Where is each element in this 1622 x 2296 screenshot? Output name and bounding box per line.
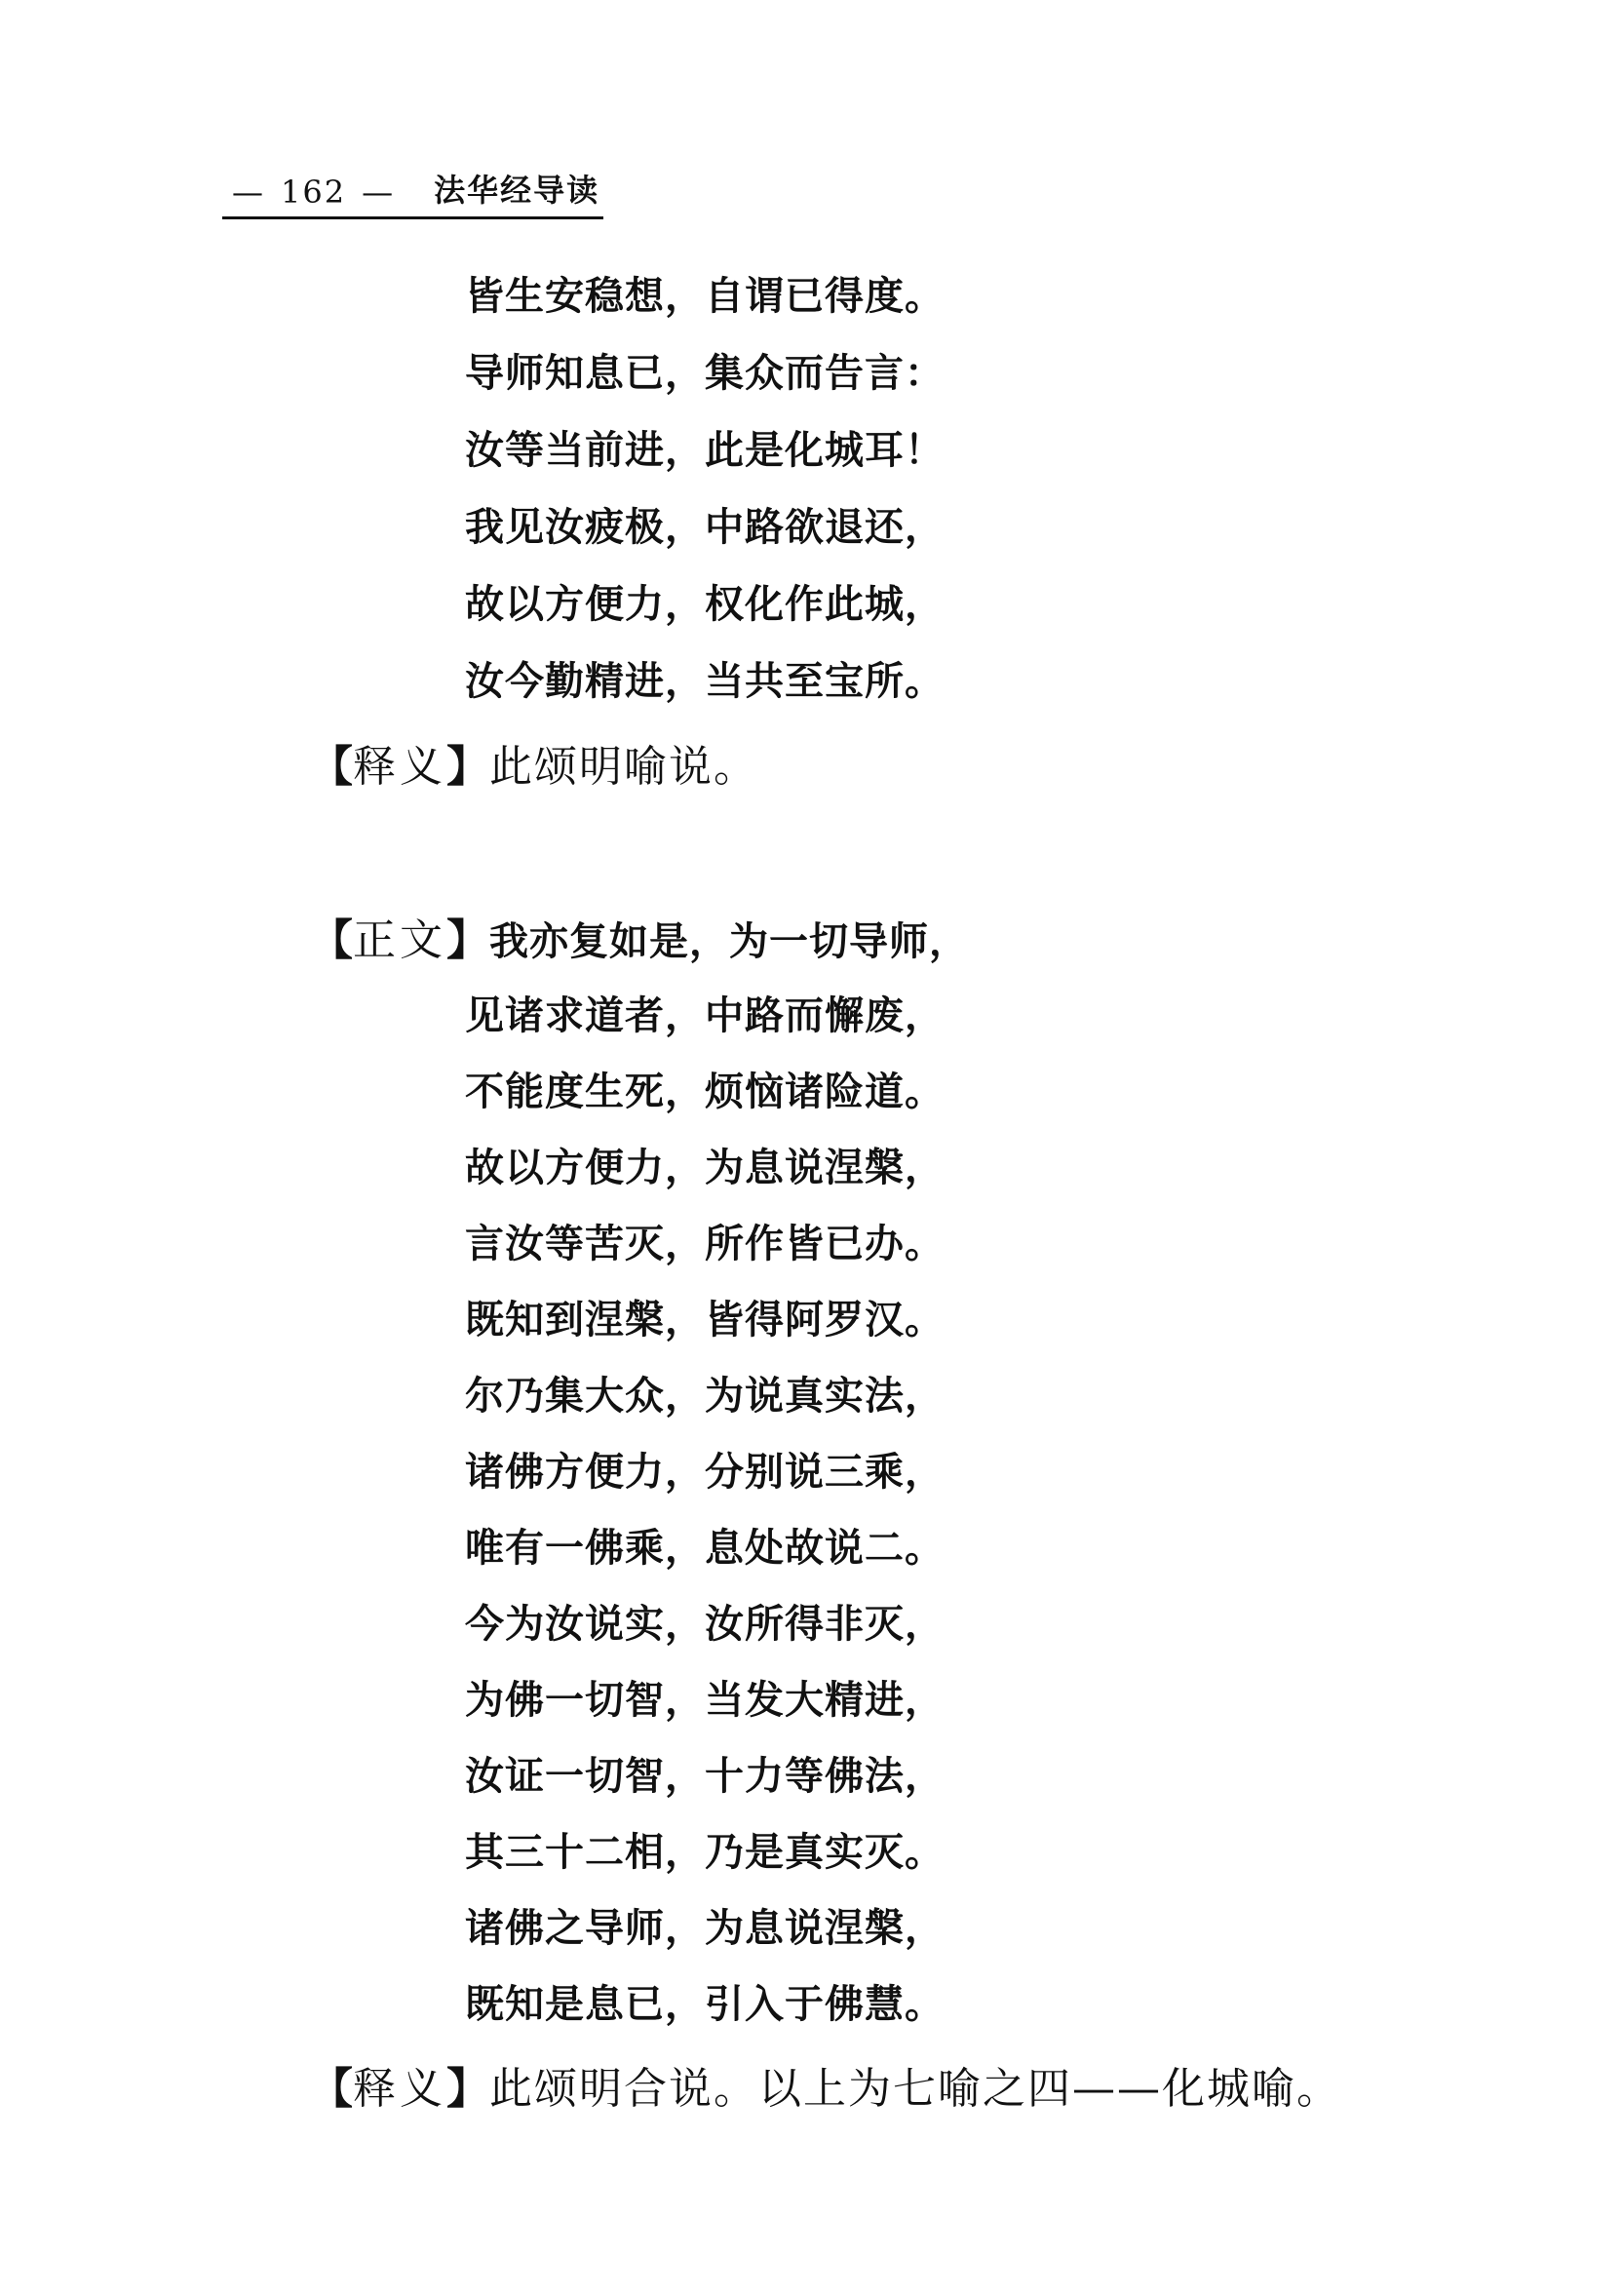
bracket-right: 】: [446, 915, 489, 965]
explanation-text: 此颂明合说。以上为七喻之四——化城喻。: [489, 2064, 1341, 2114]
verse-line: 既知是息已，引入于佛慧。: [465, 1982, 945, 2027]
bracket-left: 【: [310, 915, 353, 965]
verse-line: 诸佛之导师，为息说涅槃，: [465, 1906, 945, 1951]
explanation-paragraph: [310, 731, 758, 794]
verse-line: 汝证一切智，十力等佛法，: [465, 1754, 945, 1799]
verse-line: 我亦复如是，为一切导师，: [489, 919, 969, 964]
verse-line: 汝等当前进，此是化城耳！: [465, 428, 945, 473]
verse-line: 汝今勤精进，当共至宝所。: [465, 659, 945, 704]
explanation-label: 释义: [353, 742, 446, 792]
bracket-right: 】: [446, 2064, 489, 2114]
header-dash-right: —: [362, 174, 396, 211]
bracket-left: 【: [310, 742, 353, 792]
explanation-text: 此颂明喻说。: [489, 742, 758, 792]
bracket-left: 【: [310, 2064, 353, 2114]
main-text-paragraph: [310, 905, 969, 967]
verse-line: 唯有一佛乘，息处故说二。: [465, 1526, 945, 1571]
verse-line: 见诸求道者，中路而懈废，: [465, 993, 945, 1038]
verse-line: 今为汝说实，汝所得非灭，: [465, 1602, 945, 1647]
verse-line: 其三十二相，乃是真实灭。: [465, 1830, 945, 1875]
running-header: [222, 164, 603, 219]
page-number: 162: [281, 174, 347, 211]
header-dash-left: —: [232, 174, 265, 211]
verse-line: 诸佛方便力，分别说三乘，: [465, 1450, 945, 1495]
bracket-right: 】: [446, 742, 489, 792]
main-text-label: 正文: [353, 915, 446, 965]
verse-line: 皆生安稳想，自谓已得度。: [465, 274, 945, 319]
verse-line: 为佛一切智，当发大精进，: [465, 1678, 945, 1723]
verse-line: 不能度生死，烦恼诸险道。: [465, 1070, 945, 1114]
verse-line: 尔乃集大众，为说真实法，: [465, 1374, 945, 1419]
verse-line: 故以方便力，权化作此城，: [465, 582, 945, 627]
book-title: 法华经导读: [434, 172, 600, 209]
verse-line: 故以方便力，为息说涅槃，: [465, 1146, 945, 1190]
verse-line: 言汝等苦灭，所作皆已办。: [465, 1222, 945, 1266]
explanation-label: 释义: [353, 2064, 446, 2114]
verse-line: 导师知息已，集众而告言：: [465, 351, 945, 396]
verse-line: 我见汝疲极，中路欲退还，: [465, 505, 945, 550]
explanation-paragraph: [310, 2053, 1341, 2116]
verse-line: 既知到涅槃，皆得阿罗汉。: [465, 1298, 945, 1343]
